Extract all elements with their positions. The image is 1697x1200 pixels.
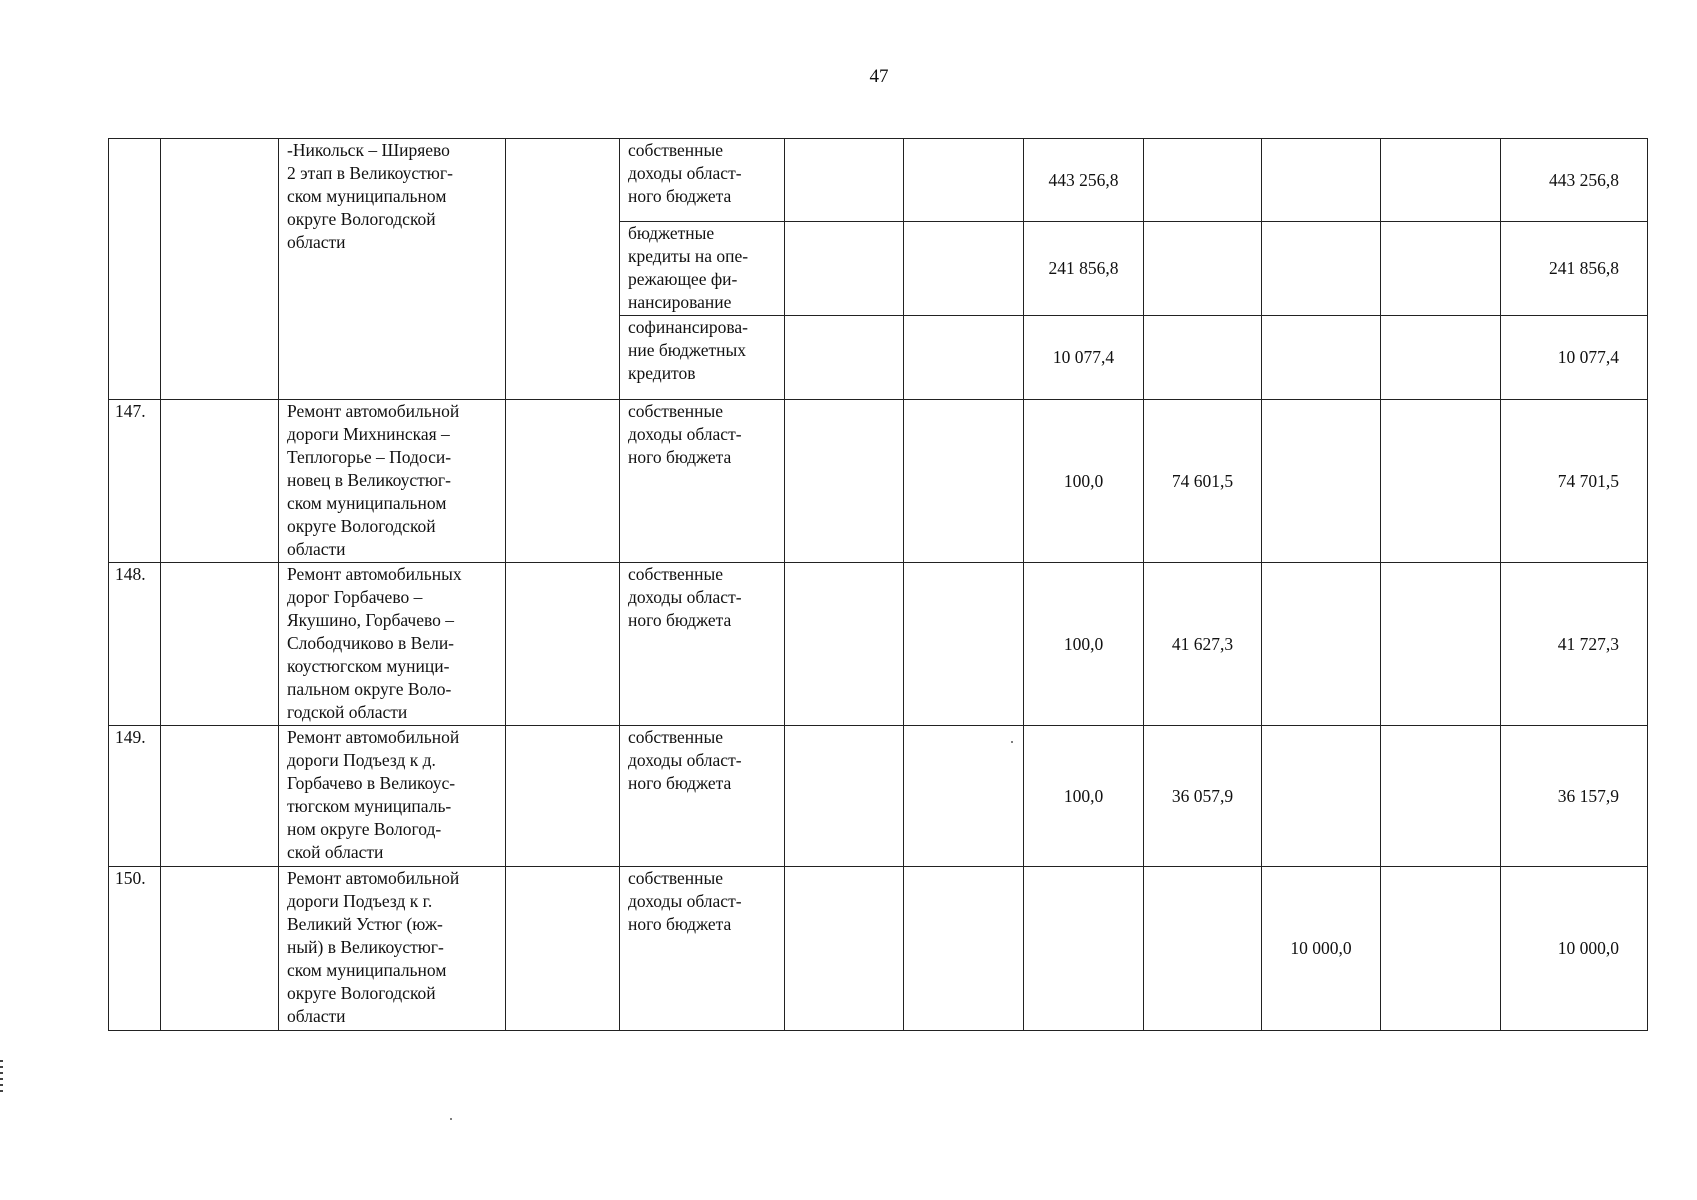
row-index: 150.	[109, 867, 161, 1031]
funding-source-line: доходы област-	[628, 587, 742, 607]
row-extra	[506, 139, 620, 400]
object-name-line: ском муниципальном	[287, 186, 447, 206]
amount-c5	[1262, 139, 1381, 222]
table-row	[109, 726, 1648, 867]
object-name-line: новец в Великоустюг-	[287, 470, 451, 490]
object-name-line: округе Вологодской	[287, 983, 436, 1003]
amount-c1	[785, 139, 904, 222]
amount-c2	[904, 222, 1024, 316]
funding-source	[620, 400, 785, 563]
amount-c1	[785, 563, 904, 726]
row-code	[161, 867, 279, 1031]
row-extra	[506, 563, 620, 726]
amount-c3: 100,0	[1024, 726, 1144, 867]
object-name	[279, 563, 506, 726]
object-name-line: ный) в Великоустюг-	[287, 937, 444, 957]
object-name-line: Слободчиково в Вели-	[287, 633, 455, 653]
funding-source-line: режающее фи-	[628, 269, 738, 289]
object-name-line: годской области	[287, 702, 408, 722]
object-name-line: Якушино, Горбачево –	[287, 610, 455, 630]
object-name-line: коустюгском муници-	[287, 656, 450, 676]
funding-source-line: доходы област-	[628, 750, 742, 770]
funding-source	[620, 316, 785, 400]
object-name	[279, 400, 506, 563]
table-body	[109, 139, 1648, 1031]
amount-c3: 241 856,8	[1024, 222, 1144, 316]
amount-c5: 10 000,0	[1262, 867, 1381, 1031]
amount-c4	[1144, 867, 1262, 1031]
amount-c4	[1144, 222, 1262, 316]
amount-c4: 36 057,9	[1144, 726, 1262, 867]
row-extra	[506, 867, 620, 1031]
amount-c5	[1262, 400, 1381, 563]
amount-total: 10 077,4	[1501, 316, 1648, 400]
object-name	[279, 726, 506, 867]
funding-source-line: доходы област-	[628, 163, 742, 183]
amount-c2	[904, 316, 1024, 400]
object-name-line: ской области	[287, 842, 384, 862]
amount-c2	[904, 139, 1024, 222]
amount-c3: 443 256,8	[1024, 139, 1144, 222]
amount-c2	[904, 400, 1024, 563]
funding-source-line: кредитов	[628, 363, 696, 383]
row-extra	[506, 400, 620, 563]
scan-speck	[450, 1118, 452, 1120]
object-name-line: ском муниципальном	[287, 493, 447, 513]
amount-total: 36 157,9	[1501, 726, 1648, 867]
object-name-line: пальном округе Воло-	[287, 679, 452, 699]
funding-source-line: ного бюджета	[628, 447, 732, 467]
row-index: 149.	[109, 726, 161, 867]
object-name	[279, 139, 506, 400]
object-name-line: Ремонт автомобильных	[287, 564, 462, 584]
scan-artifact	[0, 1060, 3, 1096]
object-name-line: области	[287, 232, 346, 252]
funding-source-line: ного бюджета	[628, 773, 732, 793]
object-name-line: Великий Устюг (юж-	[287, 914, 443, 934]
object-name-line: дороги Подъезд к д.	[287, 750, 436, 770]
budget-table	[108, 138, 1648, 1031]
object-name-line: Ремонт автомобильной	[287, 868, 460, 888]
object-name-line: тюгском муниципаль-	[287, 796, 452, 816]
table-row	[109, 400, 1648, 563]
funding-source-line: кредиты на опе-	[628, 246, 749, 266]
row-code	[161, 400, 279, 563]
funding-source	[620, 563, 785, 726]
table-row	[109, 139, 1648, 222]
amount-c5	[1262, 222, 1381, 316]
table-row	[109, 867, 1648, 1031]
amount-c3: 100,0	[1024, 563, 1144, 726]
object-name-line: округе Вологодской	[287, 209, 436, 229]
table-row	[109, 563, 1648, 726]
row-index: 147.	[109, 400, 161, 563]
funding-source	[620, 867, 785, 1031]
amount-c4: 41 627,3	[1144, 563, 1262, 726]
funding-source-line: софинансирова-	[628, 317, 748, 337]
funding-source-line: доходы област-	[628, 424, 742, 444]
object-name	[279, 867, 506, 1031]
amount-c1	[785, 867, 904, 1031]
object-name-line: ском муниципальном	[287, 960, 447, 980]
object-name-line: области	[287, 539, 346, 559]
funding-source-line: ного бюджета	[628, 914, 732, 934]
object-name-line: Горбачево в Великоус-	[287, 773, 456, 793]
amount-c4	[1144, 139, 1262, 222]
amount-c6	[1381, 726, 1501, 867]
object-name-line: округе Вологодской	[287, 516, 436, 536]
amount-c3	[1024, 867, 1144, 1031]
funding-source-line: собственные	[628, 564, 724, 584]
funding-source-line: доходы област-	[628, 891, 742, 911]
amount-total: 74 701,5	[1501, 400, 1648, 563]
funding-source-line: ного бюджета	[628, 186, 732, 206]
amount-c1	[785, 400, 904, 563]
page-number: 47	[869, 66, 889, 87]
amount-c6	[1381, 400, 1501, 563]
amount-c6	[1381, 563, 1501, 726]
amount-c5	[1262, 563, 1381, 726]
object-name-line: -Никольск – Ширяево	[287, 140, 450, 160]
object-name-line: Ремонт автомобильной	[287, 727, 460, 747]
row-code	[161, 726, 279, 867]
object-name-line: Теплогорье – Подоси-	[287, 447, 452, 467]
funding-source-line: собственные	[628, 401, 724, 421]
row-index: 148.	[109, 563, 161, 726]
amount-c6	[1381, 867, 1501, 1031]
object-name-line: ном округе Вологод-	[287, 819, 442, 839]
funding-source-line: ние бюджетных	[628, 340, 747, 360]
amount-c6	[1381, 222, 1501, 316]
row-code	[161, 563, 279, 726]
object-name-line: Ремонт автомобильной	[287, 401, 460, 421]
object-name-line: дороги Михнинская –	[287, 424, 450, 444]
amount-total: 241 856,8	[1501, 222, 1648, 316]
funding-source-line: бюджетные	[628, 223, 715, 243]
amount-c1	[785, 316, 904, 400]
funding-source	[620, 726, 785, 867]
funding-source-line: собственные	[628, 140, 724, 160]
amount-c5	[1262, 316, 1381, 400]
amount-c1	[785, 222, 904, 316]
funding-source	[620, 139, 785, 222]
amount-c5	[1262, 726, 1381, 867]
row-index	[109, 139, 161, 400]
object-name-line: дорог Горбачево –	[287, 587, 423, 607]
funding-source-line: собственные	[628, 727, 724, 747]
amount-c6	[1381, 139, 1501, 222]
amount-c6	[1381, 316, 1501, 400]
funding-source-line: нансирование	[628, 292, 732, 312]
amount-c4	[1144, 316, 1262, 400]
row-extra	[506, 726, 620, 867]
scan-speck	[1011, 741, 1013, 743]
amount-c3: 100,0	[1024, 400, 1144, 563]
funding-source-line: собственные	[628, 868, 724, 888]
amount-total: 443 256,8	[1501, 139, 1648, 222]
funding-source-line: ного бюджета	[628, 610, 732, 630]
funding-source	[620, 222, 785, 316]
amount-c2	[904, 726, 1024, 867]
amount-total: 10 000,0	[1501, 867, 1648, 1031]
amount-c2	[904, 563, 1024, 726]
amount-c1	[785, 726, 904, 867]
object-name-line: дороги Подъезд к г.	[287, 891, 433, 911]
amount-c4: 74 601,5	[1144, 400, 1262, 563]
amount-total: 41 727,3	[1501, 563, 1648, 726]
object-name-line: 2 этап в Великоустюг-	[287, 163, 453, 183]
object-name-line: области	[287, 1006, 346, 1026]
amount-c3: 10 077,4	[1024, 316, 1144, 400]
row-code	[161, 139, 279, 400]
amount-c2	[904, 867, 1024, 1031]
